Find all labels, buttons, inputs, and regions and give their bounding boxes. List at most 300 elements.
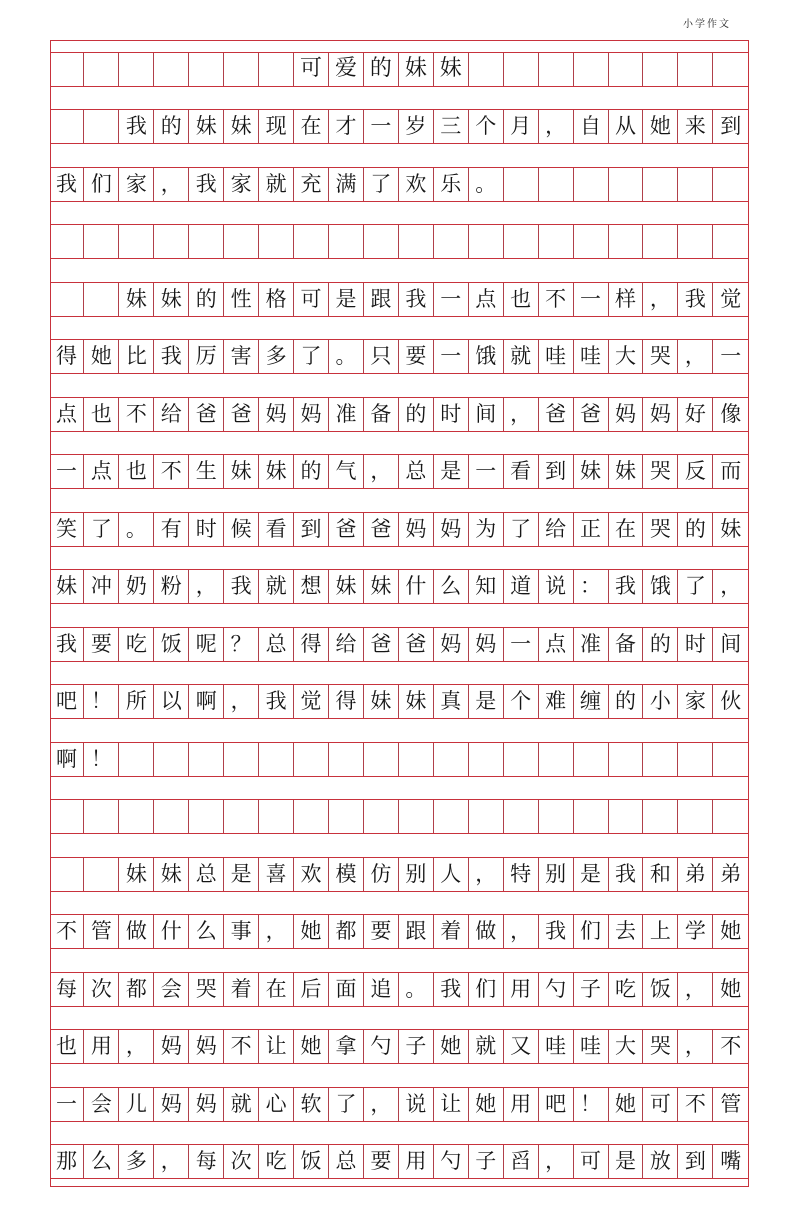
grid-cell — [504, 225, 539, 258]
grid-cell: 爸 — [399, 628, 434, 661]
grid-cell: 做 — [469, 915, 504, 948]
grid-cell: 她 — [609, 1088, 644, 1121]
grid-cell: 时 — [189, 513, 224, 546]
grid-cell — [154, 800, 189, 833]
grid-cell: 她 — [294, 1030, 329, 1063]
grid-cell: 家 — [119, 168, 154, 201]
grid-cell: 气 — [329, 455, 364, 488]
grid-cell — [84, 225, 119, 258]
grid-cell: 妈 — [609, 398, 644, 431]
grid-cell: 一 — [434, 340, 469, 373]
grid-cell: 放 — [643, 1145, 678, 1178]
grid-cell: 们 — [469, 973, 504, 1006]
grid-cell: 后 — [294, 973, 329, 1006]
grid-cell: 妈 — [154, 1030, 189, 1063]
grid-cell: 都 — [119, 973, 154, 1006]
grid-cell: 妹 — [189, 110, 224, 143]
grid-cell — [713, 743, 748, 776]
grid-cell: ， — [643, 283, 678, 316]
grid-cell — [574, 800, 609, 833]
grid-cell: 哭 — [643, 340, 678, 373]
grid-cell: ， — [504, 398, 539, 431]
grid-cell — [713, 800, 748, 833]
grid-cell: 吃 — [609, 973, 644, 1006]
grid-cell: 心 — [259, 1088, 294, 1121]
grid-cell: 吧 — [539, 1088, 574, 1121]
grid-cell: 三 — [434, 110, 469, 143]
grid-cell: 。 — [119, 513, 154, 546]
grid-cell: 在 — [294, 110, 329, 143]
grid-cell — [189, 225, 224, 258]
text-row — [50, 167, 749, 202]
grid-cell: 是 — [574, 858, 609, 891]
grid-cell: 一 — [364, 110, 399, 143]
grid-cell: 她 — [720, 919, 742, 943]
grid-cell: 乐 — [434, 168, 469, 201]
grid-cell — [399, 225, 434, 258]
grid-cell: 而 — [720, 459, 742, 483]
grid-cell — [574, 743, 609, 776]
grid-cell — [259, 53, 294, 86]
grid-cell — [259, 225, 294, 258]
grid-cell — [539, 225, 574, 258]
grid-cell: 妈 — [434, 628, 469, 661]
grid-cell: 我 — [609, 570, 644, 603]
grid-cell: 的 — [154, 110, 189, 143]
grid-cell — [294, 225, 329, 258]
grid-cell: 呢 — [189, 628, 224, 661]
grid-cell: 不 — [720, 1034, 742, 1058]
grid-cell: 了 — [504, 513, 539, 546]
grid-cell: 了 — [678, 570, 713, 603]
grid-cell: 的 — [189, 283, 224, 316]
grid-cell: 们 — [574, 915, 609, 948]
grid-cell: 的 — [643, 628, 678, 661]
grid-cell: 生 — [189, 455, 224, 488]
header-tag: 小学作文 — [683, 19, 731, 30]
title-char-cell: 的 — [364, 53, 399, 86]
grid-cell: 是 — [434, 455, 469, 488]
grid-cell: 人 — [434, 858, 469, 891]
grid-cell: 知 — [469, 570, 504, 603]
grid-cell: 爸 — [189, 398, 224, 431]
grid-cell: 妹 — [154, 283, 189, 316]
grid-cell — [189, 53, 224, 86]
grid-cell: 都 — [329, 915, 364, 948]
grid-cell: 一 — [720, 344, 742, 368]
grid-cell — [504, 800, 539, 833]
grid-cell: 爸 — [539, 398, 574, 431]
grid-cell: 勺 — [364, 1030, 399, 1063]
grid-cell: 我 — [50, 168, 85, 201]
grid-cell: 想 — [294, 570, 329, 603]
grid-cell: 说 — [399, 1088, 434, 1121]
grid-cell: 每 — [189, 1145, 224, 1178]
grid-cell: ！ — [574, 1088, 609, 1121]
text-row — [50, 512, 749, 547]
grid-cell: 饿 — [643, 570, 678, 603]
title-char-cell: 妹 — [399, 53, 434, 86]
grid-cell: 样 — [609, 283, 644, 316]
grid-cell: ， — [364, 1088, 399, 1121]
grid-cell — [119, 743, 154, 776]
grid-cell: ， — [678, 1030, 713, 1063]
grid-cell: 是 — [469, 685, 504, 718]
grid-cell: 就 — [504, 340, 539, 373]
grid-cell: 用 — [399, 1145, 434, 1178]
grid-cell — [643, 743, 678, 776]
grid-cell: 看 — [259, 513, 294, 546]
grid-cell — [469, 225, 504, 258]
grid-cell: 们 — [84, 168, 119, 201]
grid-cell: 觉 — [294, 685, 329, 718]
grid-cell — [364, 225, 399, 258]
grid-cell: 吃 — [259, 1145, 294, 1178]
grid-cell — [329, 800, 364, 833]
grid-cell: 用 — [504, 1088, 539, 1121]
grid-cell: 自 — [574, 110, 609, 143]
grid-cell: 跟 — [364, 283, 399, 316]
grid-cell: 才 — [329, 110, 364, 143]
grid-cell — [609, 800, 644, 833]
grid-cell: ， — [119, 1030, 154, 1063]
grid-cell — [713, 225, 748, 258]
grid-cell: 。 — [399, 973, 434, 1006]
grid-cell: 有 — [154, 513, 189, 546]
grid-cell: 拿 — [329, 1030, 364, 1063]
blank-row — [50, 224, 749, 259]
grid-cell — [84, 800, 119, 833]
grid-cell — [84, 283, 119, 316]
grid-cell: 要 — [364, 915, 399, 948]
grid-cell: 欢 — [294, 858, 329, 891]
grid-cell: 妹 — [119, 858, 154, 891]
grid-cell: 哇 — [574, 340, 609, 373]
grid-cell: 特 — [504, 858, 539, 891]
grid-cell: 不 — [224, 1030, 259, 1063]
grid-cell: 么 — [434, 570, 469, 603]
grid-cell: 也 — [119, 455, 154, 488]
grid-cell — [294, 800, 329, 833]
grid-cell: 我 — [434, 973, 469, 1006]
title-row — [50, 52, 749, 87]
grid-cell — [364, 800, 399, 833]
grid-cell — [678, 168, 713, 201]
grid-cell: 的 — [678, 513, 713, 546]
blank-row — [50, 799, 749, 834]
grid-cell: 我 — [259, 685, 294, 718]
grid-cell: 总 — [329, 1145, 364, 1178]
grid-cell: 事 — [224, 915, 259, 948]
grid-cell: 那 — [50, 1145, 85, 1178]
grid-cell: 也 — [84, 398, 119, 431]
grid-cell: 总 — [399, 455, 434, 488]
text-row — [50, 1144, 749, 1179]
grid-cell — [574, 225, 609, 258]
grid-cell: 吧 — [50, 685, 85, 718]
grid-cell — [154, 743, 189, 776]
grid-cell — [609, 743, 644, 776]
grid-cell: 多 — [119, 1145, 154, 1178]
grid-cell: 要 — [399, 340, 434, 373]
grid-cell: 她 — [294, 915, 329, 948]
grid-cell: 妈 — [259, 398, 294, 431]
title-char-cell: 妹 — [434, 53, 469, 86]
grid-cell: 个 — [469, 110, 504, 143]
grid-cell: 软 — [294, 1088, 329, 1121]
grid-cell: 只 — [364, 340, 399, 373]
grid-cell: 一 — [50, 455, 85, 488]
grid-cell: 妹 — [329, 570, 364, 603]
text-row — [50, 282, 749, 317]
grid-cell — [189, 800, 224, 833]
grid-cell: 妹 — [574, 455, 609, 488]
grid-cell: 用 — [504, 973, 539, 1006]
grid-cell: 妈 — [189, 1088, 224, 1121]
grid-cell: 月 — [504, 110, 539, 143]
grid-cell: ， — [720, 574, 742, 598]
grid-cell: 小 — [643, 685, 678, 718]
grid-cell: 总 — [189, 858, 224, 891]
grid-cell: 子 — [469, 1145, 504, 1178]
grid-cell: 比 — [119, 340, 154, 373]
grid-cell: 饿 — [469, 340, 504, 373]
grid-cell: 缠 — [574, 685, 609, 718]
grid-cell: 到 — [539, 455, 574, 488]
composition-grid-sheet — [50, 40, 749, 1187]
grid-cell — [399, 800, 434, 833]
grid-cell — [539, 168, 574, 201]
grid-cell: 舀 — [504, 1145, 539, 1178]
grid-cell: 妹 — [224, 455, 259, 488]
text-row — [50, 684, 749, 719]
grid-cell: 妹 — [50, 570, 85, 603]
grid-cell — [50, 225, 85, 258]
grid-cell — [294, 743, 329, 776]
grid-cell: ！ — [84, 685, 119, 718]
grid-cell: 家 — [678, 685, 713, 718]
grid-cell: 爸 — [224, 398, 259, 431]
grid-cell: 所 — [119, 685, 154, 718]
grid-cell — [678, 800, 713, 833]
grid-cell: 一 — [504, 628, 539, 661]
text-row — [50, 1087, 749, 1122]
grid-cell: 在 — [259, 973, 294, 1006]
grid-cell — [329, 225, 364, 258]
grid-cell: 是 — [224, 858, 259, 891]
grid-cell: 次 — [224, 1145, 259, 1178]
grid-cell: 时 — [434, 398, 469, 431]
grid-cell: 着 — [224, 973, 259, 1006]
text-row — [50, 397, 749, 432]
grid-cell: 得 — [50, 340, 85, 373]
grid-cell — [84, 110, 119, 143]
grid-cell: 又 — [504, 1030, 539, 1063]
grid-cell: 真 — [434, 685, 469, 718]
grid-cell — [678, 53, 713, 86]
grid-cell: ， — [504, 915, 539, 948]
grid-cell: 么 — [84, 1145, 119, 1178]
text-row — [50, 972, 749, 1007]
grid-cell: 备 — [609, 628, 644, 661]
grid-cell: 哭 — [643, 455, 678, 488]
grid-cell: 我 — [50, 628, 85, 661]
grid-cell: 妹 — [609, 455, 644, 488]
grid-cell: 会 — [154, 973, 189, 1006]
grid-cell: 喜 — [259, 858, 294, 891]
grid-cell: 啊 — [50, 743, 85, 776]
grid-cell: 了 — [84, 513, 119, 546]
grid-cell: 模 — [329, 858, 364, 891]
grid-cell: 我 — [189, 168, 224, 201]
grid-cell: 给 — [154, 398, 189, 431]
grid-cell: 什 — [154, 915, 189, 948]
grid-cell — [504, 743, 539, 776]
text-row — [50, 857, 749, 892]
grid-cell — [713, 168, 748, 201]
grid-cell: 就 — [259, 570, 294, 603]
grid-cell: 和 — [643, 858, 678, 891]
grid-cell: 家 — [224, 168, 259, 201]
grid-cell: ， — [154, 168, 189, 201]
grid-cell: 勺 — [434, 1145, 469, 1178]
grid-cell: 学 — [678, 915, 713, 948]
grid-cell: 要 — [84, 628, 119, 661]
grid-cell: 啊 — [189, 685, 224, 718]
grid-cell: 好 — [678, 398, 713, 431]
text-row — [50, 1029, 749, 1064]
grid-cell: ， — [154, 1145, 189, 1178]
grid-cell: 别 — [399, 858, 434, 891]
grid-cell: ？ — [224, 628, 259, 661]
grid-cell: 格 — [259, 283, 294, 316]
grid-cell: 来 — [678, 110, 713, 143]
grid-cell — [189, 743, 224, 776]
grid-cell: 得 — [329, 685, 364, 718]
grid-cell: 妹 — [720, 516, 742, 541]
grid-cell: 难 — [539, 685, 574, 718]
grid-cell: 大 — [609, 1030, 644, 1063]
grid-cell — [50, 858, 85, 891]
grid-cell: 到 — [678, 1145, 713, 1178]
grid-cell: 像 — [720, 401, 742, 426]
text-row — [50, 569, 749, 604]
grid-cell: 道 — [504, 570, 539, 603]
grid-cell: 用 — [84, 1030, 119, 1063]
grid-cell: 仿 — [364, 858, 399, 891]
grid-cell: 妹 — [259, 455, 294, 488]
text-row — [50, 914, 749, 949]
grid-cell — [84, 53, 119, 86]
grid-cell: 她 — [720, 976, 742, 1001]
grid-cell: 在 — [609, 513, 644, 546]
grid-cell: 妹 — [119, 283, 154, 316]
grid-cell: 了 — [294, 340, 329, 373]
grid-cell — [574, 168, 609, 201]
grid-cell — [504, 168, 539, 201]
grid-cell: 就 — [224, 1088, 259, 1121]
grid-cell — [50, 283, 85, 316]
grid-cell — [50, 800, 85, 833]
grid-cell: 爸 — [574, 398, 609, 431]
grid-cell — [643, 53, 678, 86]
grid-cell: 要 — [364, 1145, 399, 1178]
grid-cell — [643, 168, 678, 201]
grid-cell: 去 — [609, 915, 644, 948]
grid-cell: 冲 — [84, 570, 119, 603]
grid-cell — [224, 53, 259, 86]
grid-cell: 妹 — [364, 570, 399, 603]
grid-cell — [259, 743, 294, 776]
grid-cell: 伙 — [720, 689, 742, 713]
grid-cell: 妈 — [469, 628, 504, 661]
grid-cell: 是 — [329, 283, 364, 316]
grid-cell — [364, 743, 399, 776]
grid-cell: 点 — [50, 398, 85, 431]
grid-cell: 粉 — [154, 570, 189, 603]
grid-cell — [539, 743, 574, 776]
grid-cell — [469, 53, 504, 86]
grid-cell: 害 — [224, 340, 259, 373]
grid-cell — [84, 858, 119, 891]
grid-cell — [224, 800, 259, 833]
grid-cell: 时 — [678, 628, 713, 661]
grid-cell: 儿 — [119, 1088, 154, 1121]
grid-cell — [50, 53, 85, 86]
grid-cell — [609, 53, 644, 86]
grid-cell: ， — [539, 1145, 574, 1178]
grid-cell: 点 — [84, 455, 119, 488]
grid-cell: 的 — [294, 455, 329, 488]
grid-cell: 的 — [399, 398, 434, 431]
grid-cell: ， — [678, 973, 713, 1006]
grid-cell: 面 — [329, 973, 364, 1006]
grid-cell: 妈 — [189, 1030, 224, 1063]
grid-cell: 每 — [50, 973, 85, 1006]
grid-cell: 性 — [224, 283, 259, 316]
grid-cell: 跟 — [399, 915, 434, 948]
grid-cell: 我 — [399, 283, 434, 316]
grid-cell: 就 — [469, 1030, 504, 1063]
grid-cell: 子 — [574, 973, 609, 1006]
grid-cell — [469, 800, 504, 833]
grid-cell: 饭 — [294, 1145, 329, 1178]
grid-cell: 。 — [329, 340, 364, 373]
grid-cell: 不 — [50, 915, 85, 948]
text-row — [50, 454, 749, 489]
grid-cell: 给 — [329, 628, 364, 661]
grid-cell: 一 — [469, 455, 504, 488]
grid-cell — [574, 53, 609, 86]
grid-cell — [539, 800, 574, 833]
grid-cell: ， — [364, 455, 399, 488]
grid-cell: 我 — [678, 283, 713, 316]
grid-cell: 弟 — [720, 861, 742, 886]
grid-cell: 间 — [720, 631, 742, 656]
grid-cell: 给 — [539, 513, 574, 546]
grid-cell: 哇 — [574, 1030, 609, 1063]
grid-cell: 让 — [259, 1030, 294, 1063]
title-char-cell: 爱 — [329, 53, 364, 86]
grid-cell: 哇 — [539, 340, 574, 373]
grid-cell — [539, 53, 574, 86]
grid-cell: 为 — [469, 513, 504, 546]
grid-cell: 我 — [154, 340, 189, 373]
grid-cell: 可 — [643, 1088, 678, 1121]
grid-cell — [399, 743, 434, 776]
grid-cell: ， — [469, 858, 504, 891]
grid-cell: 点 — [469, 283, 504, 316]
